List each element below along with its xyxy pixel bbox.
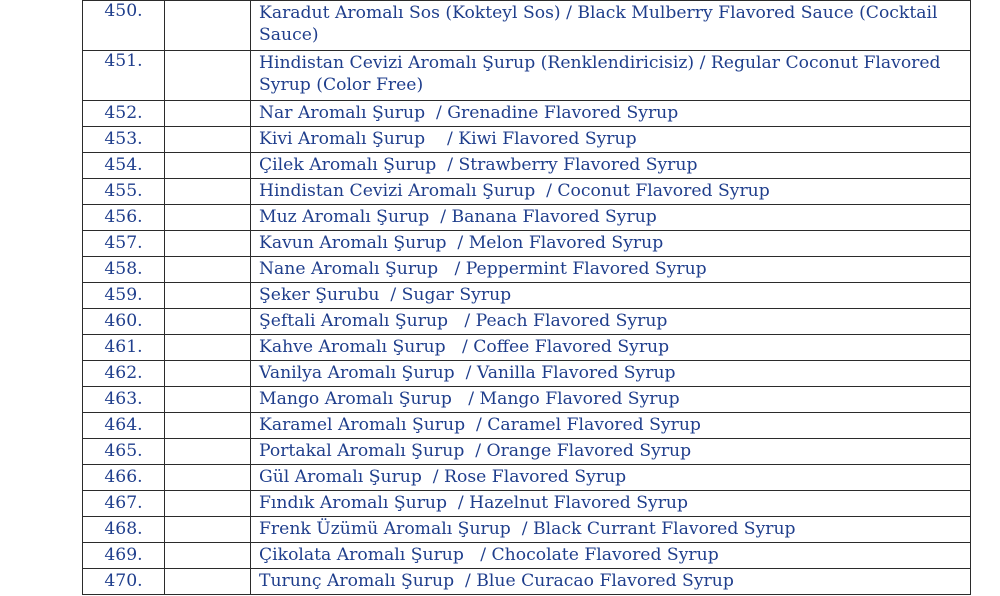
- product-description: Çilek Aromalı Şurup / Strawberry Flavored Syrup: [251, 153, 971, 179]
- row-number: 469.: [83, 543, 165, 569]
- product-description: Hindistan Cevizi Aromalı Şurup (Renklendiricisiz) / Regular Coconut Flavored Syrup (Color Free): [251, 51, 971, 101]
- row-number: 451.: [83, 51, 165, 101]
- product-description: Kivi Aromalı Şurup / Kiwi Flavored Syrup: [251, 127, 971, 153]
- product-description: Kahve Aromalı Şurup / Coffee Flavored Syrup: [251, 335, 971, 361]
- empty-cell: [165, 231, 251, 257]
- row-number: 460.: [83, 309, 165, 335]
- row-number: 468.: [83, 517, 165, 543]
- row-number: 454.: [83, 153, 165, 179]
- row-number: 459.: [83, 283, 165, 309]
- empty-cell: [165, 1, 251, 51]
- product-description: Mango Aromalı Şurup / Mango Flavored Syrup: [251, 387, 971, 413]
- table-row: [83, 517, 971, 543]
- product-description: Frenk Üzümü Aromalı Şurup / Black Currant Flavored Syrup: [251, 517, 971, 543]
- product-table-body: [83, 1, 971, 595]
- table-row: [83, 153, 971, 179]
- table-row: [83, 309, 971, 335]
- product-description: Şeftali Aromalı Şurup / Peach Flavored Syrup: [251, 309, 971, 335]
- empty-cell: [165, 309, 251, 335]
- empty-cell: [165, 465, 251, 491]
- empty-cell: [165, 569, 251, 595]
- table-row: [83, 231, 971, 257]
- empty-cell: [165, 51, 251, 101]
- product-description: Nar Aromalı Şurup / Grenadine Flavored Syrup: [251, 101, 971, 127]
- empty-cell: [165, 361, 251, 387]
- empty-cell: [165, 283, 251, 309]
- empty-cell: [165, 387, 251, 413]
- empty-cell: [165, 205, 251, 231]
- table-row: [83, 1, 971, 51]
- table-row: [83, 127, 971, 153]
- row-number: 466.: [83, 465, 165, 491]
- row-number: 452.: [83, 101, 165, 127]
- empty-cell: [165, 413, 251, 439]
- row-number: 462.: [83, 361, 165, 387]
- product-description: Turunç Aromalı Şurup / Blue Curacao Flavored Syrup: [251, 569, 971, 595]
- product-description: Şeker Şurubu / Sugar Syrup: [251, 283, 971, 309]
- table-row: [83, 361, 971, 387]
- empty-cell: [165, 127, 251, 153]
- product-description: Karamel Aromalı Şurup / Caramel Flavored Syrup: [251, 413, 971, 439]
- empty-cell: [165, 439, 251, 465]
- table-row: [83, 205, 971, 231]
- table-row: [83, 465, 971, 491]
- row-number: 461.: [83, 335, 165, 361]
- empty-cell: [165, 543, 251, 569]
- product-description: Fındık Aromalı Şurup / Hazelnut Flavored Syrup: [251, 491, 971, 517]
- row-number: 457.: [83, 231, 165, 257]
- table-row: [83, 335, 971, 361]
- product-description: Muz Aromalı Şurup / Banana Flavored Syrup: [251, 205, 971, 231]
- row-number: 470.: [83, 569, 165, 595]
- empty-cell: [165, 101, 251, 127]
- product-description: Portakal Aromalı Şurup / Orange Flavored Syrup: [251, 439, 971, 465]
- table-row: [83, 543, 971, 569]
- product-description: Kavun Aromalı Şurup / Melon Flavored Syrup: [251, 231, 971, 257]
- row-number: 455.: [83, 179, 165, 205]
- empty-cell: [165, 491, 251, 517]
- empty-cell: [165, 335, 251, 361]
- table-row: [83, 491, 971, 517]
- row-number: 463.: [83, 387, 165, 413]
- row-number: 458.: [83, 257, 165, 283]
- row-number: 464.: [83, 413, 165, 439]
- table-row: [83, 179, 971, 205]
- table-row: [83, 101, 971, 127]
- product-description: Çikolata Aromalı Şurup / Chocolate Flavored Syrup: [251, 543, 971, 569]
- empty-cell: [165, 153, 251, 179]
- table-row: [83, 439, 971, 465]
- row-number: 453.: [83, 127, 165, 153]
- table-row: [83, 569, 971, 595]
- product-description: Hindistan Cevizi Aromalı Şurup / Coconut Flavored Syrup: [251, 179, 971, 205]
- row-number: 456.: [83, 205, 165, 231]
- product-description: Nane Aromalı Şurup / Peppermint Flavored Syrup: [251, 257, 971, 283]
- empty-cell: [165, 257, 251, 283]
- table-row: [83, 413, 971, 439]
- product-description: Karadut Aromalı Sos (Kokteyl Sos) / Black Mulberry Flavored Sauce (Cocktail Sauce): [251, 1, 971, 51]
- table-row: [83, 51, 971, 101]
- product-description: Gül Aromalı Şurup / Rose Flavored Syrup: [251, 465, 971, 491]
- table-row: [83, 283, 971, 309]
- product-table: [82, 0, 971, 595]
- product-description: Vanilya Aromalı Şurup / Vanilla Flavored Syrup: [251, 361, 971, 387]
- row-number: 467.: [83, 491, 165, 517]
- row-number: 450.: [83, 1, 165, 51]
- empty-cell: [165, 179, 251, 205]
- row-number: 465.: [83, 439, 165, 465]
- table-row: [83, 257, 971, 283]
- table-row: [83, 387, 971, 413]
- empty-cell: [165, 517, 251, 543]
